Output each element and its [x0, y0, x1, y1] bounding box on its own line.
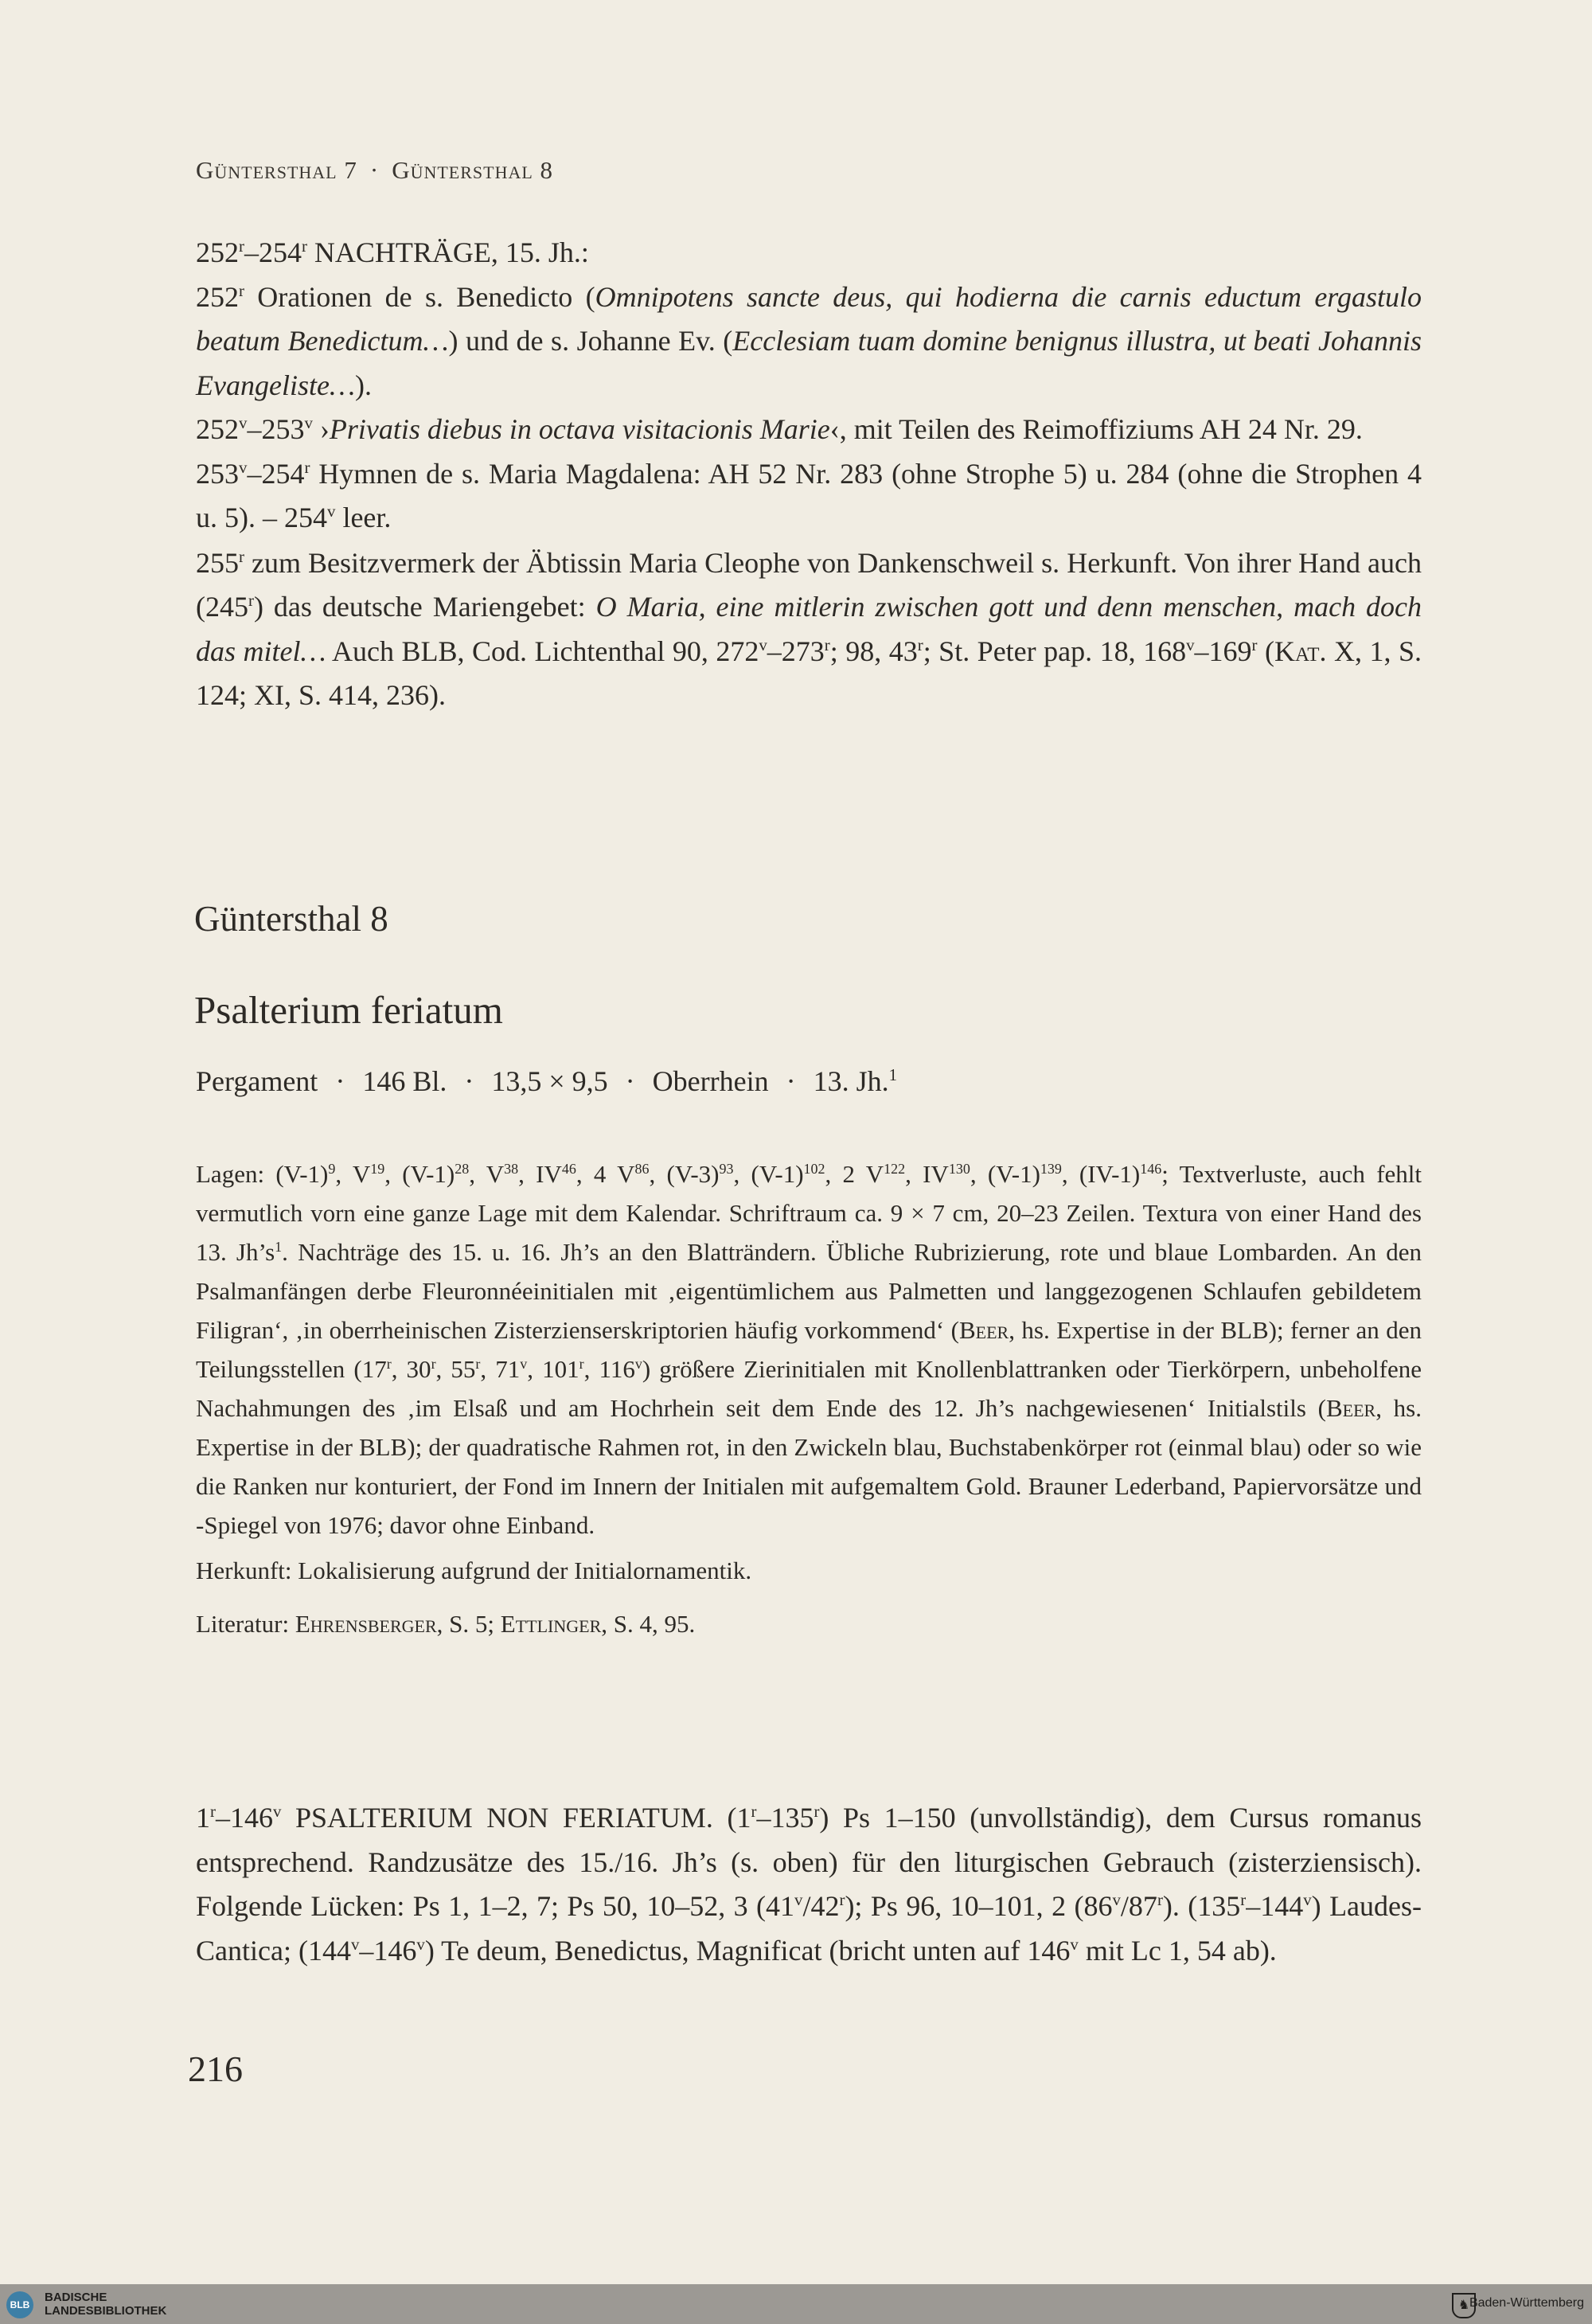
footer-bar — [0, 2284, 1592, 2324]
description-section — [196, 1154, 1422, 1643]
manuscript-meta: Pergament · 146 Bl. · 13,5 × 9,5 · Oberrhein · 13. Jh.$^1$ — [196, 1065, 898, 1097]
manuscript-title: Psalterium feriatum — [194, 988, 503, 1032]
page-number: 216 — [188, 2049, 243, 2089]
running-head — [196, 156, 553, 185]
codicological-description: Lagen: $(V-1)^9$, $V^{19}$, $(V-1)^{28}$, $V^{38}$, IV$^{46}$, 4 $V^{86}$, $(V-3)^{93}$, $(V-1)^{102}$, 2 $V^{122}$, IV$^{130}$, $(V-1)^{139}$, $(IV-1)^{146}$; Textverluste, auch fehlt vermutlich vorn eine ganze Lage mit dem Kalendar. Schriftraum ca. 9 × 7 cm, 20–23 Zeilen. Textura von einer Hand des 13. $Jh’s^1$. Nachträge des 15. u. 16. Jh’s an den Blatträndern. Übliche Rubrizierung, rote und blaue Lombarden. An den Psalmanfängen derbe Fleuronnéeinitialen mit ‚eigentümlichem aus Palmetten und langgezogenen Schlaufen gebildetem Filigran‘, ‚in oberrheinischen Zisterzienserskriptorien häufig vorkommend‘ (Beer, hs. Expertise in der BLB); ferner an den Teilungsstellen (17$^r$, 30$^r$, 55$^r$, 71$^v$, 101$^r$, 116$^v$) größere Zierinitialen mit Knollenblattranken oder Tierkörpern, unbeholfene Nachahmungen des ‚im Elsaß und am Hochrhein seit dem Ende des 12. Jh’s nachgewiesenen‘ Initialstils (Beer, hs. Expertise in der BLB); der quadratische Rahmen rot, in den Zwickeln blau, Buchstabenkörper rot (einmal blau) oder so wie die Ranken nur konturiert, der Fond im Innern der Initialen mit aufgemaltem Gold. Brauner Lederband, Papiervorsätze und -Spiegel von 1976; davor ohne Einband. — [196, 1160, 1422, 1539]
shelfmark-heading: Güntersthal 8 — [194, 899, 388, 939]
meta-material: Pergament — [196, 1065, 318, 1097]
addenda-paragraph-253v: 253$^v$–254$^r$ Hymnen de s. Maria Magdalena: AH 52 Nr. 283 (ohne Strophe 5) u. 284 (ohne die Strophen 4 u. 5). – 254$^v$ leer. — [196, 457, 1422, 533]
addenda-paragraph-252r: 252$^r$ Orationen de s. Benedicto (Omnipotens sancte deus, qui hodierna die carnis eductum ergastulo beatum Benedictum…) und de s. Johanne Ev. (Ecclesiam tuam domine benignus illustra, ut beati Johannis Evangeliste…). — [196, 280, 1422, 401]
contents-paragraph: 1$^r$–146$^v$ PSALTERIUM NON FERIATUM. (1$^r$–135$^r$) Ps 1–150 (unvollständig), dem Cursus romanus entsprechend. Randzusätze des 15./16. Jh’s (s. oben) für den liturgischen Gebrauch (zisterziensisch). Folgende Lücken: Ps 1, 1–2, 7; Ps 50, 10–52, 3 (41$^v$/42$^r$); Ps 96, 10–101, 2 (86$^v$/87$^r$). (135$^r$–144$^v$) Laudes-Cantica; (144$^v$–146$^v$) Te deum, Benedictus, Magnificat (bricht unten auf 146$^v$ mit Lc 1, 54 ab). — [196, 1802, 1422, 1967]
meta-leaves: 146 Bl. — [362, 1065, 447, 1097]
running-head-right: Güntersthal 8 — [392, 156, 554, 184]
meta-date: 13. Jh. — [813, 1065, 889, 1097]
provenance-line: Herkunft: Lokalisierung aufgrund der Initialornamentik. — [196, 1556, 752, 1584]
addenda-paragraph-255r: 255$^r$ zum Besitzvermerk der Äbtissin Maria Cleophe von Dankenschweil s. Herkunft. Von ihrer Hand auch (245$^r$) das deutsche Mariengebet: O Maria, eine mitlerin zwischen gott und denn menschen, mach doch das mitel… Auch BLB, Cod. Lichtenthal 90, 272$^v$–273$^r$; 98, 43$^r$; St. Peter pap. 18, 168$^v$–169$^r$ (Kat. X, 1, S. 124; XI, S. 414, 236). — [196, 546, 1422, 711]
addenda-paragraph-252v: 252$^v$–253$^v$ ›Privatis diebus in octava visitacionis Marie‹, mit Teilen des Reimoffiziums AH 24 Nr. 29. — [196, 413, 1363, 445]
meta-footnote-ref: 1 — [888, 1065, 898, 1085]
meta-size: 13,5 × 9,5 — [491, 1065, 608, 1097]
state-crest-icon: ♞ — [1452, 2293, 1476, 2318]
meta-origin: Oberrhein — [652, 1065, 769, 1097]
addenda-heading: 252$^r$–254$^r$ NACHTRÄGE, 15. Jh.: — [196, 236, 589, 268]
blb-logo-icon[interactable]: BLB — [6, 2291, 33, 2318]
literature-line: Literatur: Ehrensberger, S. 5; Ettlinger, S. 4, 95. — [196, 1610, 696, 1638]
contents-section — [196, 1796, 1422, 1973]
state-name[interactable]: Baden-Württemberg — [1469, 2296, 1584, 2310]
previous-entry-section — [196, 231, 1422, 718]
running-head-left: Güntersthal 7 — [196, 156, 357, 184]
running-head-separator: · — [369, 156, 380, 184]
library-name[interactable]: BADISCHE LANDESBIBLIOTHEK — [45, 2291, 167, 2318]
